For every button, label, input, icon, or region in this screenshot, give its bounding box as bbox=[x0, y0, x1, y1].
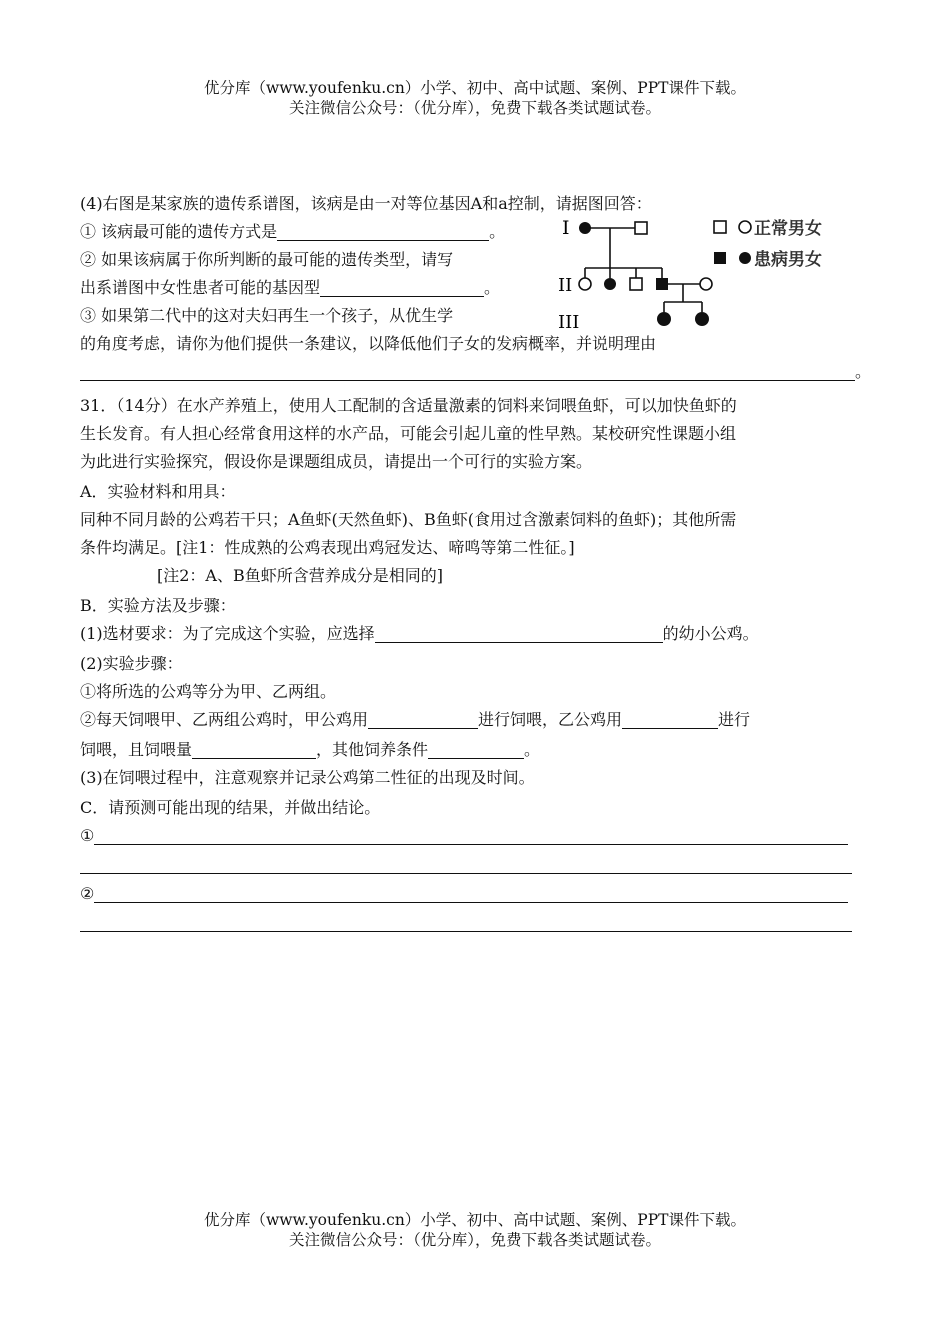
page-footer bbox=[0, 1210, 950, 1250]
affected-female-gen3-2 bbox=[695, 312, 709, 326]
generation-label-3: III bbox=[558, 312, 580, 333]
answer-blank-feed-amount[interactable] bbox=[192, 739, 316, 759]
q4-sub3-answer: 。 bbox=[80, 358, 871, 386]
answer-blank-genotype[interactable] bbox=[320, 277, 484, 297]
normal-male-gen1 bbox=[635, 222, 647, 234]
normal-female-gen2 bbox=[579, 278, 591, 290]
page-header bbox=[0, 78, 950, 118]
header-line-1: 优分库（www.youfenku.cn）小学、初中、高中试题、案例、PPT课件下载。 bbox=[203, 79, 747, 97]
section-a-title: A．实验材料和用具： bbox=[80, 482, 236, 501]
section-b-title: B．实验方法及步骤： bbox=[80, 596, 236, 615]
step-2-line1: ②每天饲喂甲、乙两组公鸡时，甲公鸡用 进行饲喂，乙公鸡用 进行 bbox=[80, 710, 751, 729]
answer-blank-advice[interactable] bbox=[80, 361, 855, 381]
affected-female-gen1 bbox=[579, 222, 591, 234]
section-a-line1: 同种不同月龄的公鸡若干只；A鱼虾(天然鱼虾)、B鱼虾(食用过含激素饲料的鱼虾)；其他所需 bbox=[80, 510, 737, 529]
prediction-2: ② bbox=[80, 880, 848, 908]
answer-blank-other-conditions[interactable] bbox=[428, 739, 524, 759]
answer-line-prediction-1b[interactable] bbox=[80, 873, 852, 874]
normal-female-spouse-gen2 bbox=[700, 278, 712, 290]
section-a-note2: [注2：A、B鱼虾所含营养成分是相同的] bbox=[157, 566, 443, 585]
q31-line3: 为此进行实验探究，假设你是课题组成员，请提出一个可行的实验方案。 bbox=[80, 452, 593, 471]
prediction-1: ① bbox=[80, 822, 848, 850]
q4-sub2-line1: ② 如果该病属于你所判断的最可能的遗传类型，请写 bbox=[80, 250, 454, 269]
legend-normal-female-icon bbox=[739, 221, 751, 233]
generation-label-2: II bbox=[558, 275, 573, 296]
legend-normal-label: 正常男女 bbox=[754, 219, 822, 239]
affected-female-gen3-1 bbox=[657, 312, 671, 326]
q4-intro: (4)右图是某家族的遗传系谱图，该病是由一对等位基因A和a控制，请据图回答： bbox=[80, 194, 652, 213]
section-b-item1: (1)选材要求：为了完成这个实验，应选择 的幼小公鸡。 bbox=[80, 624, 759, 643]
answer-blank-chicken-selection[interactable] bbox=[375, 623, 663, 643]
q4-sub2-line2: 出系谱图中女性患者可能的基因型 。 bbox=[80, 278, 501, 297]
pedigree-chart bbox=[556, 210, 856, 335]
generation-label-1: I bbox=[562, 217, 570, 239]
answer-blank-group-b-feed[interactable] bbox=[622, 709, 718, 729]
affected-male-gen2 bbox=[656, 278, 668, 290]
answer-blank-prediction-1[interactable] bbox=[94, 825, 848, 845]
affected-female-gen2 bbox=[604, 278, 616, 290]
answer-blank-prediction-2[interactable] bbox=[94, 883, 848, 903]
footer-line-2: 关注微信公众号：（优分库），免费下载各类试题试卷。 bbox=[288, 1231, 661, 1249]
normal-male-gen2 bbox=[630, 278, 642, 290]
q31-line2: 生长发育。有人担心经常食用这样的水产品，可能会引起儿童的性早熟。某校研究性课题小组 bbox=[80, 424, 737, 443]
q4-sub3-line2: 的角度考虑，请你为他们提供一条建议，以降低他们子女的发病概率，并说明理由 bbox=[80, 334, 657, 353]
header-line-2: 关注微信公众号：（优分库），免费下载各类试题试卷。 bbox=[288, 99, 661, 117]
answer-line-prediction-2b[interactable] bbox=[80, 931, 852, 932]
footer-line-1: 优分库（www.youfenku.cn）小学、初中、高中试题、案例、PPT课件下载。 bbox=[203, 1211, 747, 1229]
legend-normal-male-icon bbox=[714, 221, 726, 233]
section-a-line2: 条件均满足。[注1：性成熟的公鸡表现出鸡冠发达、啼鸣等第二性征。] bbox=[80, 538, 575, 557]
section-b-item2-title: (2)实验步骤： bbox=[80, 654, 183, 673]
section-c-title: C．请预测可能出现的结果，并做出结论。 bbox=[80, 798, 381, 817]
q31-line1: 31．（14分）在水产养殖上，使用人工配制的含适量激素的饲料来饲喂鱼虾，可以加快鱼虾的 bbox=[80, 396, 737, 415]
step-1: ①将所选的公鸡等分为甲、乙两组。 bbox=[80, 682, 337, 701]
q4-sub1: ① 该病最可能的遗传方式是 。 bbox=[80, 222, 506, 241]
answer-blank-group-a-feed[interactable] bbox=[368, 709, 478, 729]
legend-affected-male-icon bbox=[714, 252, 726, 264]
q4-sub3-line1: ③ 如果第二代中的这对夫妇再生一个孩子，从优生学 bbox=[80, 306, 454, 325]
section-b-item3: (3)在饲喂过程中，注意观察并记录公鸡第二性征的出现及时间。 bbox=[80, 768, 535, 787]
legend-affected-label: 患病男女 bbox=[754, 250, 822, 270]
step-2-line2: 饲喂，且饲喂量 ，其他饲养条件 。 bbox=[80, 740, 541, 759]
answer-blank-inheritance[interactable] bbox=[277, 221, 489, 241]
legend-affected-female-icon bbox=[739, 252, 751, 264]
